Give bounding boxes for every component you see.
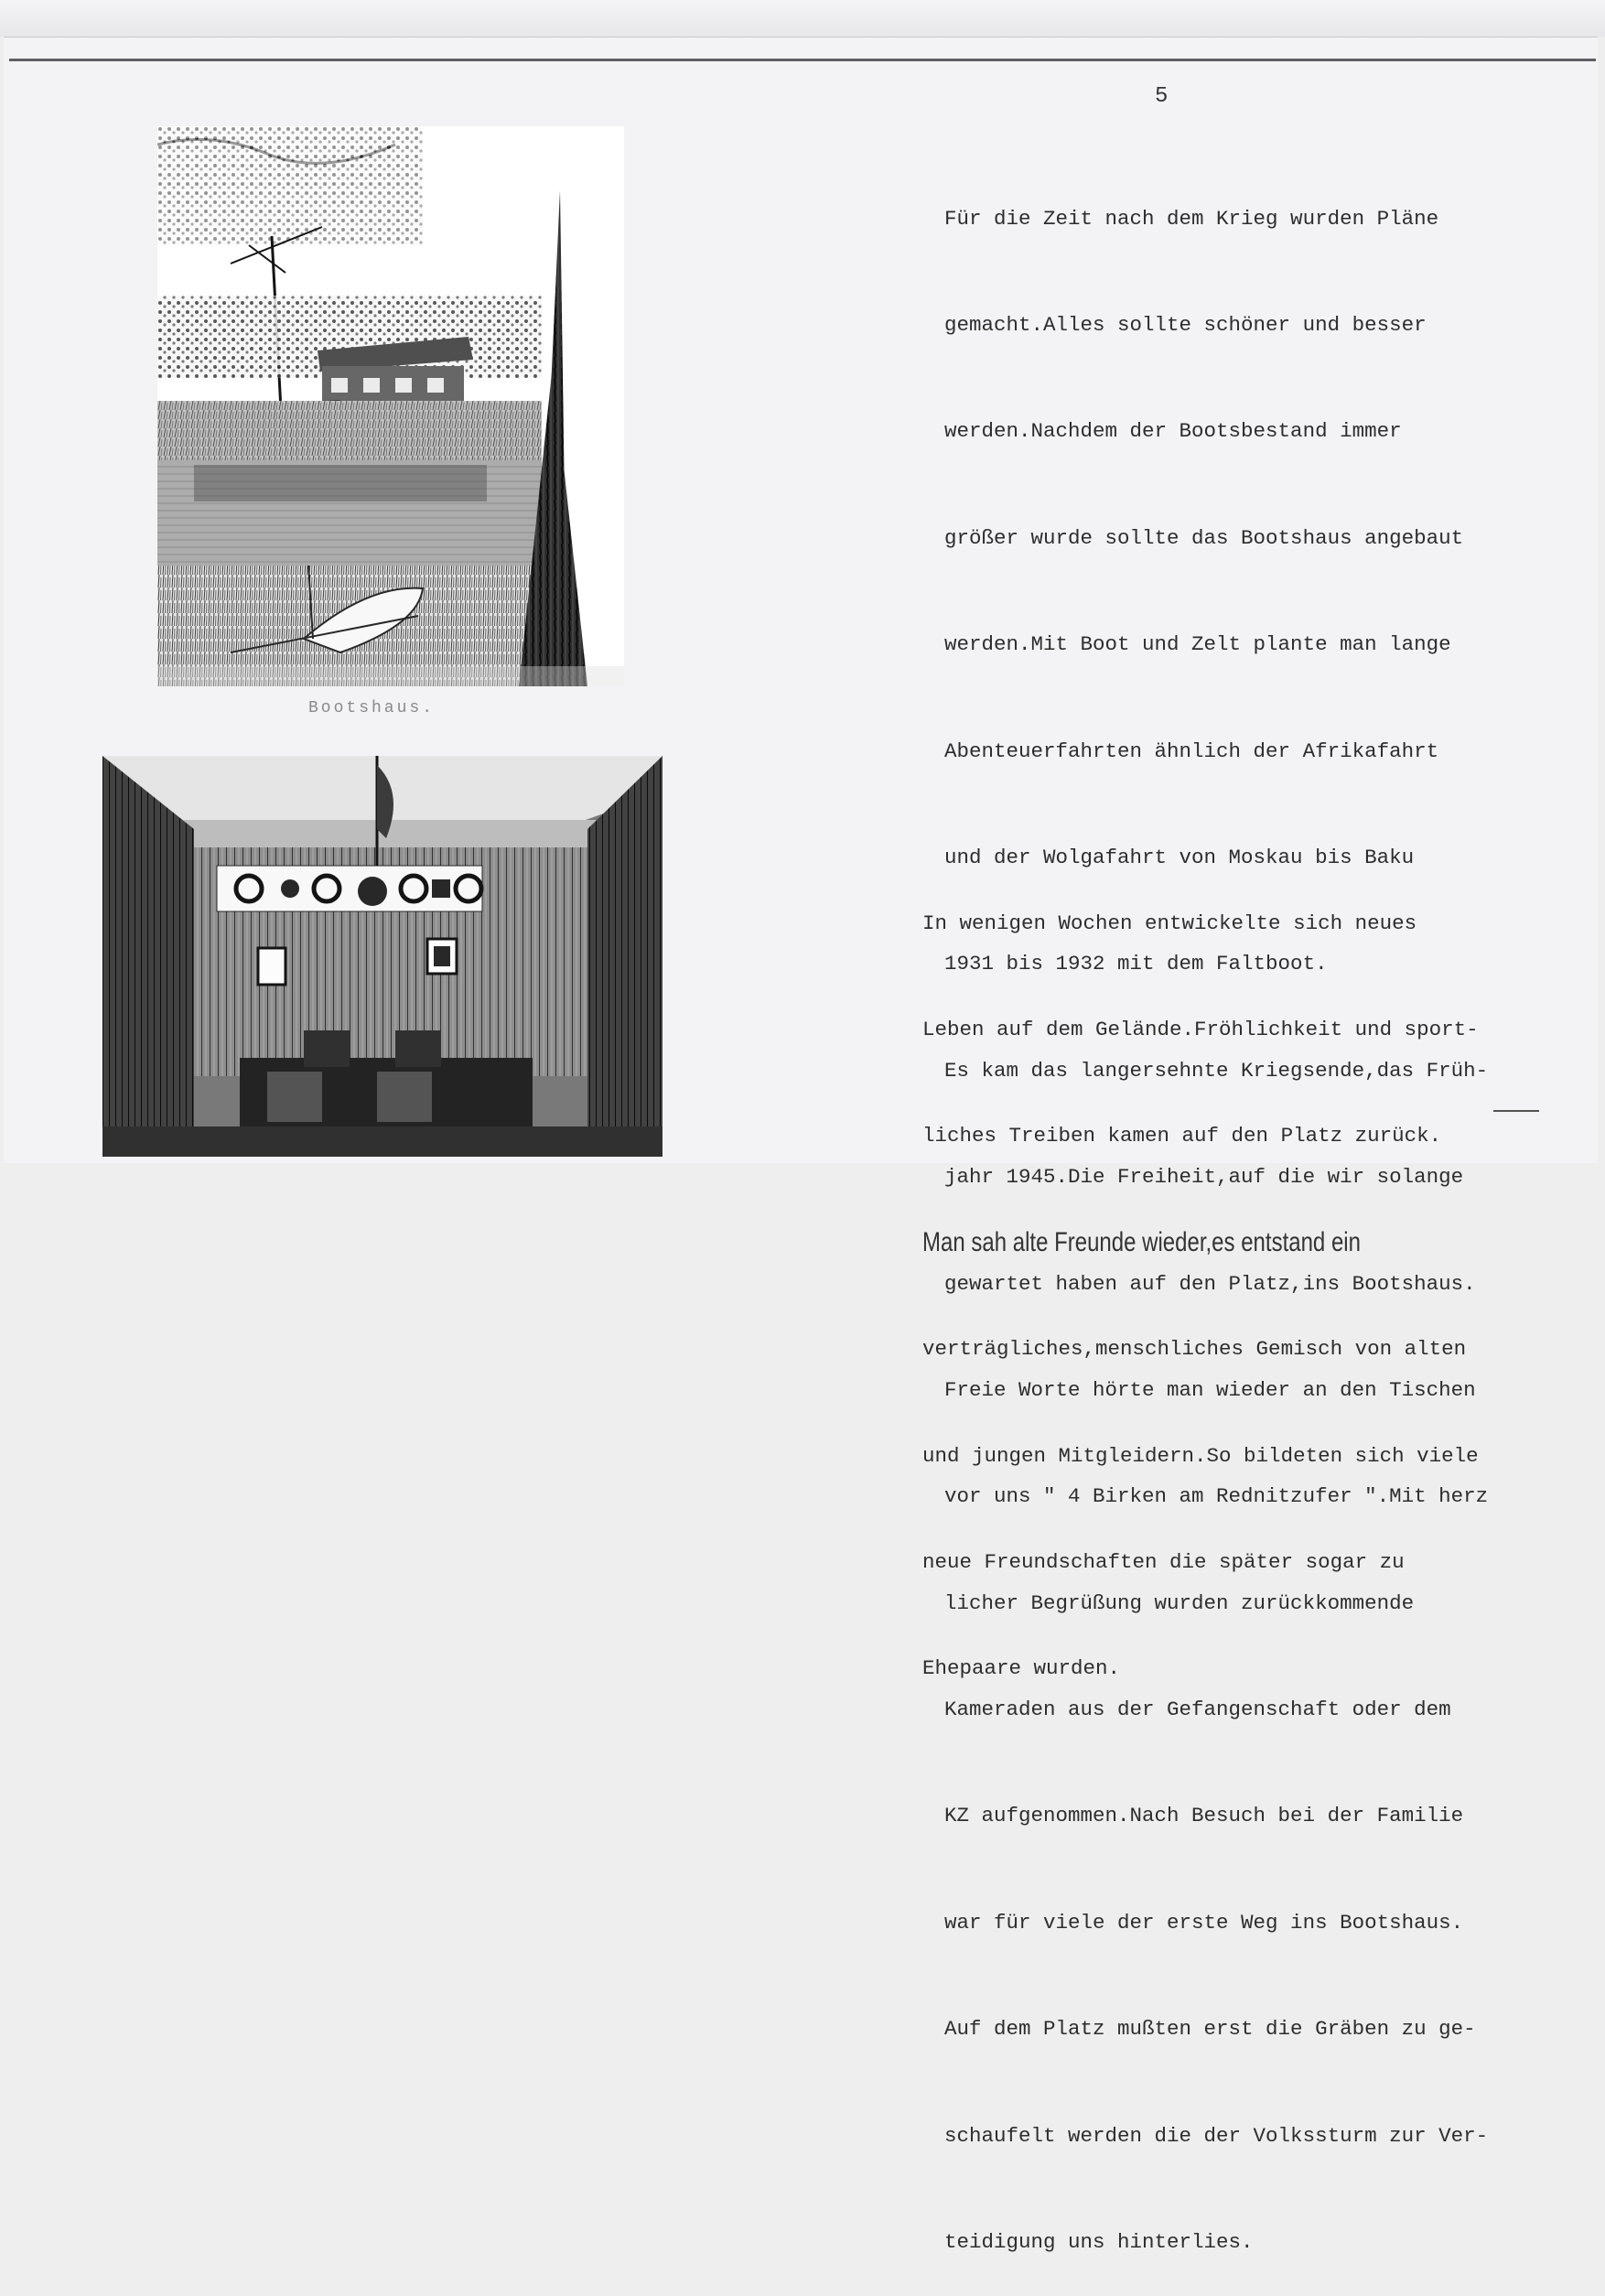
text-line: Kameraden aus der Gefangenschaft oder dem [944,1698,1451,1722]
boathouse-photo [157,126,624,686]
text-line: Leben auf dem Gelände.Fröhlichkeit und sport- [922,1017,1479,1041]
text-line: licher Begrüßung wurden zurückkommende [944,1590,1415,1615]
scanner-margin [0,0,1605,37]
paragraph-2 [922,835,1479,1722]
text-line: werden.Mit Boot und Zelt plante man lange [944,632,1451,657]
text-line: gewartet haben auf den Platz,ins Bootshaus. [944,1271,1476,1296]
text-line: verträgliches,menschliches Gemisch von alten [922,1337,1467,1362]
clubhouse-interior-photo [102,756,662,1157]
text-line-large: Man sah alte Freunde wieder,es entstand ein [922,1226,1361,1257]
text-line: Abenteuerfahrten ähnlich der Afrikafahrt [944,738,1439,763]
text-line: KZ aufgenommen.Nach Besuch bei der Familie [944,1804,1464,1828]
text-line: vor uns " 4 Birken am Rednitzufer ".Mit herz [944,1484,1489,1509]
text-line: und jungen Mitgleidern.So bildeten sich viele [922,1443,1479,1468]
text-line: und der Wolgafahrt von Moskau bis Baku [944,845,1415,869]
page-number: 5 [1155,84,1169,109]
text-line: liches Treiben kamen auf den Platz zurück. [922,1124,1442,1148]
text-line: Freie Worte hörte man wieder an den Tischen [944,1377,1476,1402]
end-of-text-mark [1493,1110,1539,1112]
text-line: Auf dem Platz mußten erst die Gräben zu ge- [944,2017,1476,2042]
text-line: gemacht.Alles sollte schöner und besser [944,312,1427,337]
text-line: teidigung uns hinterlies. [944,2230,1254,2255]
photo-caption: Bootshaus. [307,699,436,717]
text-line: Für die Zeit nach dem Krieg wurden Pläne [944,206,1439,231]
text-line: Ehepaare wurden. [922,1656,1121,1681]
text-line: größer wurde sollte das Bootshaus angebaut [944,525,1464,550]
text-line: schaufelt werden die der Volkssturm zur Ver- [944,2123,1489,2148]
text-line: 1931 bis 1932 mit dem Faltboot. [944,952,1328,976]
text-line: Es kam das langersehnte Kriegsende,das Früh- [944,1058,1489,1083]
text-line: jahr 1945.Die Freiheit,auf die wir solange [944,1165,1464,1190]
text-line: werden.Nachdem der Bootsbestand immer [944,419,1402,444]
text-line: In wenigen Wochen entwickelte sich neues [922,911,1417,935]
text-line: war für viele der erste Weg ins Bootshaus. [944,1910,1464,1935]
header-rule [9,59,1596,61]
text-line: neue Freundschaften die später sogar zu [922,1549,1405,1574]
